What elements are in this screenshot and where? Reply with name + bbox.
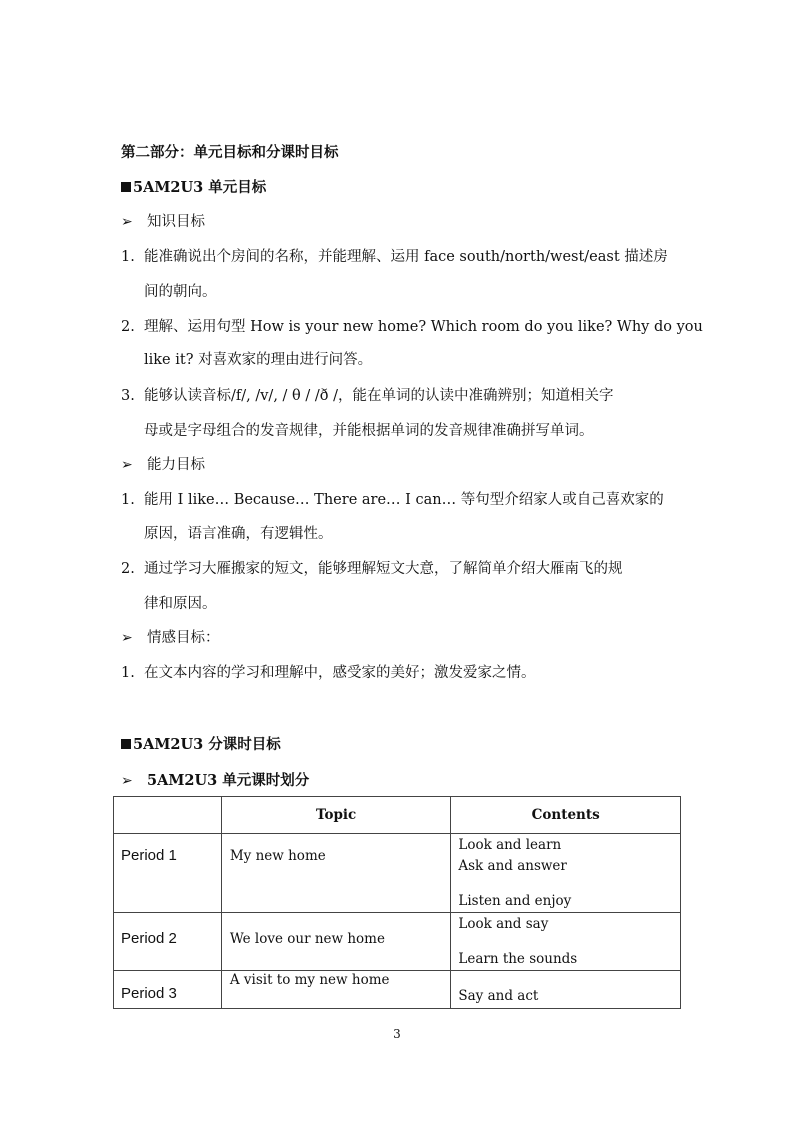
emotion-item-1: 在文本内容的学习和理解中，感受家的美好；激发爱家之情。 xyxy=(144,665,536,681)
contents-blank-line xyxy=(458,877,680,891)
ability-item-1-line-2: 原因，语言准确，有逻辑性。 xyxy=(144,526,333,542)
list-number: 3. xyxy=(121,388,135,404)
period-cell: Period 1 xyxy=(114,834,222,913)
knowledge-item-2-line-2: like it? 对喜欢家的理由进行问答。 xyxy=(144,352,373,368)
table-header-topic: Topic xyxy=(221,797,451,834)
table-row xyxy=(114,913,681,971)
section-title: 第二部分：单元目标和分课时目标 xyxy=(121,144,339,161)
contents-cell xyxy=(451,913,681,971)
table-row xyxy=(114,971,681,1009)
ability-item-2-line-2: 律和原因。 xyxy=(144,596,217,612)
contents-line: Look and say xyxy=(458,916,549,932)
contents-cell xyxy=(451,971,681,1009)
arrow-bullet-icon: ➢ xyxy=(121,457,133,473)
knowledge-heading: 知识目标 xyxy=(147,214,205,230)
arrow-bullet-icon: ➢ xyxy=(121,773,133,789)
list-number: 1. xyxy=(121,665,135,681)
knowledge-item-1-line-2: 间的朝向。 xyxy=(144,284,217,300)
page-number: 3 xyxy=(393,1027,401,1041)
list-number: 1. xyxy=(121,492,135,508)
arrow-bullet-icon: ➢ xyxy=(121,214,133,230)
unit-goal-heading: 5AM2U3 单元目标 xyxy=(121,178,266,198)
ability-item-2-line-1: 通过学习大雁搬家的短文，能够理解短文大意，了解简单介绍大雁南飞的规 xyxy=(144,561,623,577)
contents-line: Learn the sounds xyxy=(458,951,578,967)
ability-heading: 能力目标 xyxy=(147,457,205,473)
period-division-heading: 5AM2U3 单元课时划分 xyxy=(147,772,310,789)
topic-cell: My new home xyxy=(221,834,451,913)
topic-cell: A visit to my new home xyxy=(221,971,451,1009)
period-cell: Period 2 xyxy=(114,913,222,971)
period-goal-heading: 5AM2U3 分课时目标 xyxy=(121,735,281,755)
table-header-row xyxy=(114,797,681,834)
knowledge-item-3-line-1: 能够认读音标/f/, /v/, / θ / /ð /，能在单词的认读中准确辨别；知道相关字 xyxy=(144,388,614,404)
contents-cell xyxy=(451,834,681,913)
contents-blank-line xyxy=(458,935,680,949)
list-number: 2. xyxy=(121,319,135,335)
list-number: 2. xyxy=(121,561,135,577)
arrow-bullet-icon: ➢ xyxy=(121,630,133,646)
contents-line: Listen and enjoy xyxy=(458,893,572,909)
emotion-heading: 情感目标： xyxy=(147,630,220,646)
topic-cell: We love our new home xyxy=(221,913,451,971)
knowledge-item-3-line-2: 母或是字母组合的发音规律，并能根据单词的发音规律准确拼写单词。 xyxy=(144,423,594,439)
table-header-contents: Contents xyxy=(451,797,681,834)
contents-blank-line xyxy=(458,972,680,986)
contents-line: Ask and answer xyxy=(458,858,567,874)
table-row xyxy=(114,834,681,913)
contents-line: Look and learn xyxy=(458,837,562,853)
knowledge-item-2-line-1: 理解、运用句型 How is your new home? Which room do you like? Why do you xyxy=(144,319,703,335)
period-table xyxy=(113,796,681,1009)
ability-item-1-line-1: 能用 I like… Because… There are… I can… 等句型介绍家人或自己喜欢家的 xyxy=(144,492,664,508)
square-bullet-icon xyxy=(121,182,131,192)
list-number: 1. xyxy=(121,249,135,265)
contents-line: Say and act xyxy=(458,988,539,1004)
square-bullet-icon xyxy=(121,739,131,749)
period-cell: Period 3 xyxy=(114,971,222,1009)
knowledge-item-1-line-1: 能准确说出个房间的名称，并能理解、运用 face south/north/west/east 描述房 xyxy=(144,249,668,265)
table-header-cell xyxy=(114,797,222,834)
